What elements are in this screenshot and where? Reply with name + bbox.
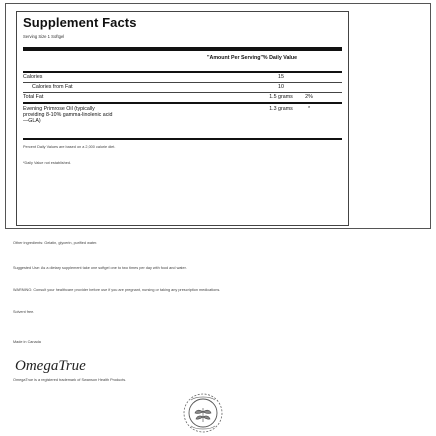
nutrient-row xyxy=(23,83,342,92)
suggested-use: Suggested Use: As a dietary supplement take one softgel one to two times per day with food and water. xyxy=(13,266,187,270)
facts-title: Supplement Facts xyxy=(23,15,137,30)
ingredient-row xyxy=(23,104,342,138)
omegatrue-logo xyxy=(13,355,88,375)
nutrient-label: Calories from Fat xyxy=(32,84,73,90)
ingredient-dv: * xyxy=(307,106,311,112)
label-panel xyxy=(5,3,431,229)
daily-value-note: *Daily Value not established. xyxy=(23,161,72,165)
trademark-note: OmegaTrue is a registered trademark of Swanson Health Products. xyxy=(13,378,127,382)
medium-rule xyxy=(23,138,342,140)
daily-value-header: % Daily Value xyxy=(262,55,298,61)
seal-icon xyxy=(182,392,224,434)
nutrient-label: Calories xyxy=(23,74,43,80)
amount-per-serving-header: "Amount Per Serving" xyxy=(207,55,263,61)
nutrient-label: Total Fat xyxy=(23,94,44,100)
nutrient-amount: 15 xyxy=(278,74,284,80)
warning-text: WARNING: Consult your healthcare provider before use if you are pregnant, nursing or taking any prescription medications. xyxy=(13,288,221,292)
ingredient-label: Evening Primrose Oil (typically providing 8-10% gamma-linolenic acid—GLA) xyxy=(23,106,113,124)
column-header xyxy=(23,51,342,71)
nutrient-amount: 1.5 grams xyxy=(269,94,293,100)
percent-daily-note: Percent Daily Values are based on a 2,000 calorie diet. xyxy=(23,145,116,149)
nutrient-row xyxy=(23,93,342,102)
nutrient-amount: 10 xyxy=(278,84,284,90)
logo-wordmark: OmegaTrue xyxy=(15,358,86,374)
other-ingredients: Other ingredients: Gelatin, glycerin, purified water. xyxy=(13,241,98,245)
made-in: Made in Canada xyxy=(13,340,41,344)
ingredient-amount: 1.3 grams xyxy=(269,106,293,112)
supplement-facts-box xyxy=(16,11,349,226)
serving-size: Serving Size 1 Softgel xyxy=(23,34,65,39)
nutrient-row xyxy=(23,73,342,82)
nutrient-dv: 2% xyxy=(305,94,313,100)
solvent-free: Solvent free. xyxy=(13,310,35,314)
